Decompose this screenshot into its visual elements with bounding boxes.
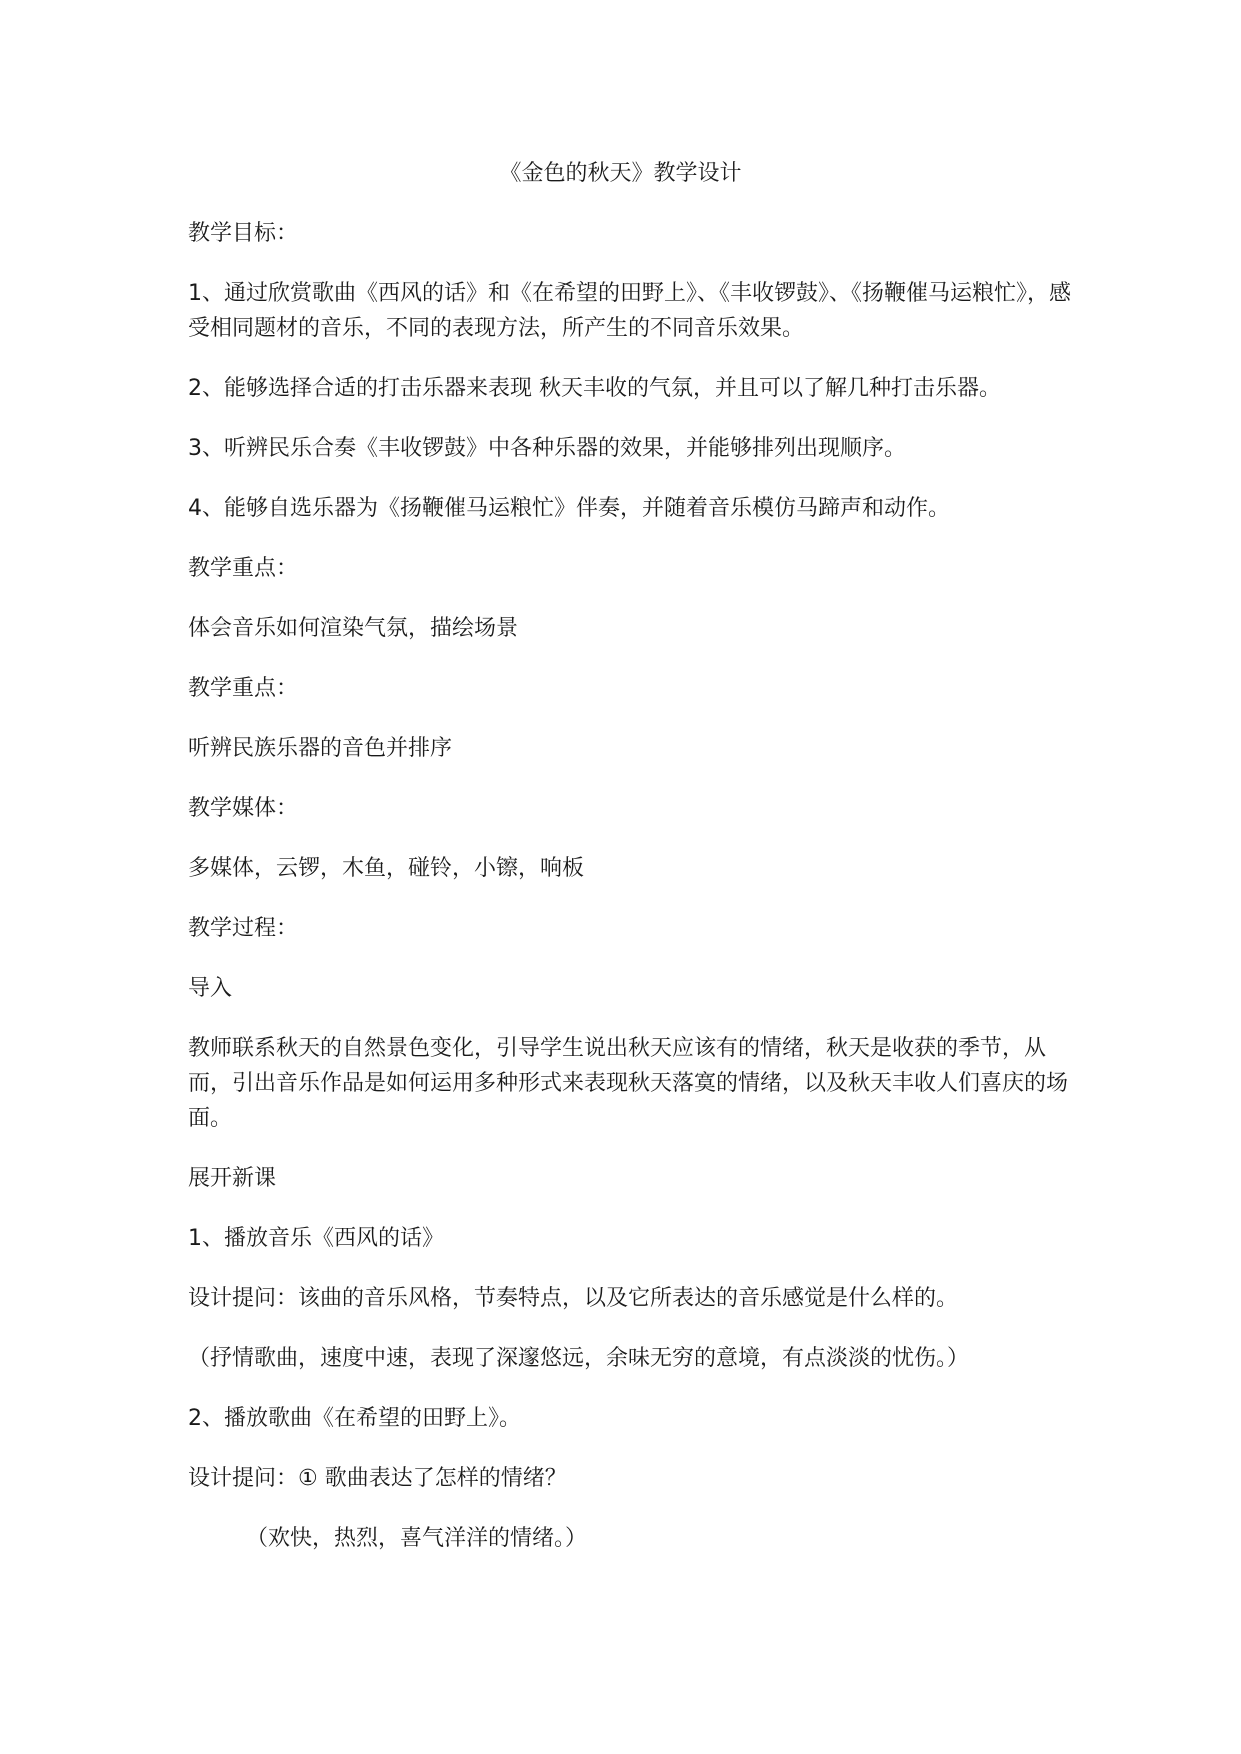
section-intro: 导入 [188,976,233,1001]
key-point-text: 体会音乐如何渲染气氛，描绘场景 [188,616,519,641]
step-1-question: 设计提问：该曲的音乐风格，节奏特点，以及它所表达的音乐感觉是什么样的。 [188,1286,959,1311]
document-title: 《金色的秋天》教学设计 [499,161,742,186]
objective-4: 4、能够自选乐器为《扬鞭催马运粮忙》伴奏，并随着音乐模仿马蹄声和动作。 [188,496,950,521]
heading-process: 教学过程： [188,916,299,941]
step-1-answer: （抒情歌曲，速度中速，表现了深邃悠远，余味无穷的意境，有点淡淡的忧伤。） [188,1346,970,1371]
heading-key-point-2: 教学重点： [188,676,299,701]
objective-2: 2、能够选择合适的打击乐器来表现 秋天丰收的气氛，并且可以了解几种打击乐器。 [188,376,1001,401]
key-point-text-2: 听辨民族乐器的音色并排序 [188,736,453,761]
objective-1: 1、通过欣赏歌曲《西风的话》和《在希望的田野上》、《丰收锣鼓》、《扬鞭催马运粮忙》，感受相同题材的音乐，不同的表现方法，所产生的不同音乐效果。 [188,281,1072,341]
step-2-answer: （欢快，热烈，喜气洋洋的情绪。） [246,1526,588,1551]
media-text: 多媒体，云锣，木鱼，碰铃，小镲，响板 [188,856,585,881]
step-2-question: 设计提问：① 歌曲表达了怎样的情绪？ [188,1466,567,1491]
heading-media: 教学媒体： [188,796,299,821]
heading-key-point: 教学重点： [188,556,299,581]
intro-text: 教师联系秋天的自然景色变化，引导学生说出秋天应该有的情绪，秋天是收获的季节，从而，引出音乐作品是如何运用多种形式来表现秋天落寞的情绪，以及秋天丰收人们喜庆的场面。 [188,1036,1069,1131]
objective-3: 3、听辨民乐合奏《丰收锣鼓》中各种乐器的效果，并能够排列出现顺序。 [188,436,906,461]
section-new-lesson: 展开新课 [188,1166,277,1191]
step-1: 1、播放音乐《西风的话》 [188,1226,444,1251]
step-2: 2、播放歌曲《在希望的田野上》。 [188,1406,521,1431]
heading-objectives: 教学目标： [188,221,299,246]
document-body [188,216,1078,1581]
